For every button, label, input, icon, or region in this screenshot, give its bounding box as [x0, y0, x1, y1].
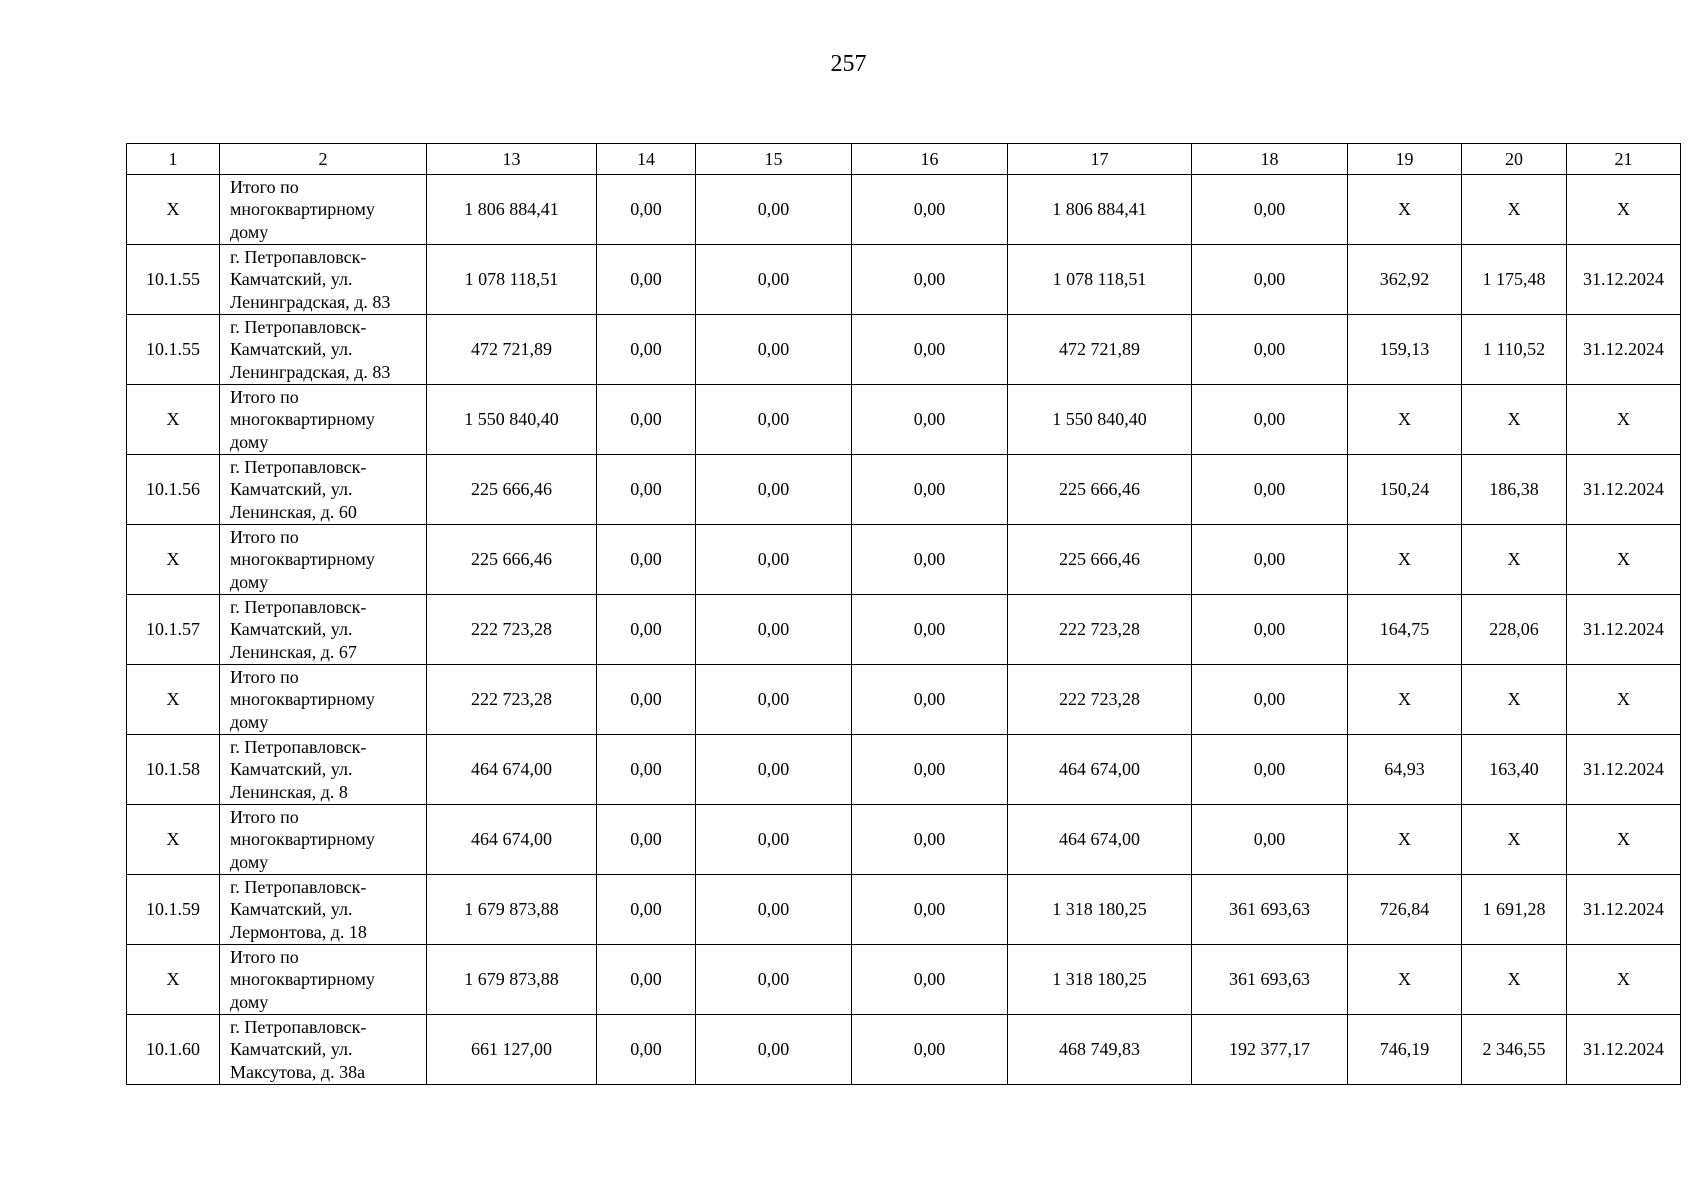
- value-cell-16: 0,00: [852, 875, 1008, 945]
- value-cell-19: X: [1348, 665, 1462, 735]
- address-cell: [220, 245, 427, 315]
- address-line: дому: [230, 991, 269, 1012]
- value-cell-21: 31.12.2024: [1567, 1015, 1681, 1085]
- address-line: Лермонтова, д. 18: [230, 921, 367, 942]
- value-cell-20: 1 175,48: [1462, 245, 1567, 315]
- value-cell-14: 0,00: [597, 385, 696, 455]
- value-cell-20: 1 691,28: [1462, 875, 1567, 945]
- value-cell-1: X: [127, 665, 220, 735]
- address-cell: [220, 665, 427, 735]
- column-number-cell: 17: [1008, 144, 1192, 175]
- value-cell-16: 0,00: [852, 525, 1008, 595]
- value-cell-17: 225 666,46: [1008, 525, 1192, 595]
- value-cell-21: 31.12.2024: [1567, 245, 1681, 315]
- value-cell-18: 0,00: [1192, 525, 1348, 595]
- table-row: [127, 385, 1681, 455]
- value-cell-16: 0,00: [852, 385, 1008, 455]
- value-cell-1: X: [127, 945, 220, 1015]
- address-line: Камчатский, ул.: [230, 899, 353, 920]
- value-cell-14: 0,00: [597, 175, 696, 245]
- table-row: [127, 525, 1681, 595]
- value-cell-19: 164,75: [1348, 595, 1462, 665]
- value-cell-19: 362,92: [1348, 245, 1462, 315]
- value-cell-14: 0,00: [597, 525, 696, 595]
- table-row: [127, 595, 1681, 665]
- value-cell-21: X: [1567, 665, 1681, 735]
- value-cell-18: 0,00: [1192, 735, 1348, 805]
- address-cell: [220, 315, 427, 385]
- value-cell-16: 0,00: [852, 945, 1008, 1015]
- address-line: многоквартирному: [230, 829, 375, 850]
- value-cell-20: 228,06: [1462, 595, 1567, 665]
- address-line: Итого по: [230, 526, 299, 547]
- value-cell-13: 1 078 118,51: [427, 245, 597, 315]
- value-cell-13: 1 806 884,41: [427, 175, 597, 245]
- value-cell-17: 464 674,00: [1008, 735, 1192, 805]
- value-cell-13: 1 550 840,40: [427, 385, 597, 455]
- column-number-cell: 1: [127, 144, 220, 175]
- address-cell: [220, 805, 427, 875]
- value-cell-15: 0,00: [696, 315, 852, 385]
- value-cell-18: 0,00: [1192, 595, 1348, 665]
- value-cell-21: X: [1567, 385, 1681, 455]
- value-cell-16: 0,00: [852, 1015, 1008, 1085]
- value-cell-14: 0,00: [597, 595, 696, 665]
- value-cell-17: 1 078 118,51: [1008, 245, 1192, 315]
- value-cell-19: X: [1348, 945, 1462, 1015]
- column-number-cell: 18: [1192, 144, 1348, 175]
- value-cell-18: 192 377,17: [1192, 1015, 1348, 1085]
- address-cell: [220, 595, 427, 665]
- value-cell-15: 0,00: [696, 595, 852, 665]
- value-cell-20: X: [1462, 525, 1567, 595]
- value-cell-14: 0,00: [597, 805, 696, 875]
- value-cell-1: 10.1.55: [127, 245, 220, 315]
- value-cell-13: 661 127,00: [427, 1015, 597, 1085]
- table-row: [127, 945, 1681, 1015]
- address-line: г. Петропавловск-: [230, 316, 367, 337]
- value-cell-15: 0,00: [696, 175, 852, 245]
- value-cell-20: X: [1462, 385, 1567, 455]
- address-line: Максутова, д. 38а: [230, 1061, 366, 1082]
- table-row: [127, 245, 1681, 315]
- address-line: г. Петропавловск-: [230, 876, 367, 897]
- address-line: г. Петропавловск-: [230, 736, 367, 757]
- value-cell-14: 0,00: [597, 455, 696, 525]
- value-cell-19: 159,13: [1348, 315, 1462, 385]
- address-cell: [220, 385, 427, 455]
- value-cell-14: 0,00: [597, 945, 696, 1015]
- data-table: [126, 143, 1681, 1085]
- value-cell-20: 2 346,55: [1462, 1015, 1567, 1085]
- value-cell-21: 31.12.2024: [1567, 455, 1681, 525]
- table-row: [127, 1015, 1681, 1085]
- address-line: дому: [230, 221, 269, 242]
- value-cell-1: 10.1.59: [127, 875, 220, 945]
- column-number-cell: 20: [1462, 144, 1567, 175]
- value-cell-20: 186,38: [1462, 455, 1567, 525]
- address-cell: [220, 175, 427, 245]
- value-cell-1: 10.1.56: [127, 455, 220, 525]
- address-cell: [220, 875, 427, 945]
- address-line: дому: [230, 711, 269, 732]
- value-cell-15: 0,00: [696, 1015, 852, 1085]
- value-cell-13: 464 674,00: [427, 805, 597, 875]
- value-cell-17: 225 666,46: [1008, 455, 1192, 525]
- table-row: [127, 875, 1681, 945]
- table-row: [127, 805, 1681, 875]
- value-cell-18: 0,00: [1192, 385, 1348, 455]
- value-cell-21: X: [1567, 945, 1681, 1015]
- value-cell-18: 0,00: [1192, 805, 1348, 875]
- value-cell-17: 472 721,89: [1008, 315, 1192, 385]
- value-cell-19: 150,24: [1348, 455, 1462, 525]
- address-line: многоквартирному: [230, 549, 375, 570]
- value-cell-17: 1 318 180,25: [1008, 875, 1192, 945]
- value-cell-13: 222 723,28: [427, 665, 597, 735]
- value-cell-19: X: [1348, 525, 1462, 595]
- address-line: Ленинградская, д. 83: [230, 361, 391, 382]
- value-cell-20: X: [1462, 945, 1567, 1015]
- address-line: многоквартирному: [230, 689, 375, 710]
- value-cell-14: 0,00: [597, 1015, 696, 1085]
- address-line: Ленинская, д. 60: [230, 501, 357, 522]
- value-cell-14: 0,00: [597, 665, 696, 735]
- address-line: Камчатский, ул.: [230, 1039, 353, 1060]
- address-line: дому: [230, 571, 269, 592]
- value-cell-19: 726,84: [1348, 875, 1462, 945]
- value-cell-1: 10.1.55: [127, 315, 220, 385]
- column-number-cell: 13: [427, 144, 597, 175]
- value-cell-13: 225 666,46: [427, 525, 597, 595]
- column-number-cell: 19: [1348, 144, 1462, 175]
- address-line: Камчатский, ул.: [230, 479, 353, 500]
- address-line: Камчатский, ул.: [230, 339, 353, 360]
- address-cell: [220, 525, 427, 595]
- value-cell-18: 0,00: [1192, 315, 1348, 385]
- table-row: [127, 665, 1681, 735]
- value-cell-16: 0,00: [852, 315, 1008, 385]
- value-cell-1: X: [127, 805, 220, 875]
- value-cell-15: 0,00: [696, 735, 852, 805]
- address-line: Ленинградская, д. 83: [230, 291, 391, 312]
- value-cell-21: X: [1567, 525, 1681, 595]
- value-cell-1: 10.1.58: [127, 735, 220, 805]
- value-cell-1: X: [127, 175, 220, 245]
- value-cell-18: 361 693,63: [1192, 875, 1348, 945]
- column-number-cell: 21: [1567, 144, 1681, 175]
- value-cell-16: 0,00: [852, 665, 1008, 735]
- value-cell-1: 10.1.57: [127, 595, 220, 665]
- value-cell-21: 31.12.2024: [1567, 875, 1681, 945]
- address-line: г. Петропавловск-: [230, 596, 367, 617]
- value-cell-17: 222 723,28: [1008, 665, 1192, 735]
- value-cell-15: 0,00: [696, 805, 852, 875]
- value-cell-16: 0,00: [852, 735, 1008, 805]
- address-line: многоквартирному: [230, 199, 375, 220]
- value-cell-16: 0,00: [852, 595, 1008, 665]
- value-cell-18: 0,00: [1192, 175, 1348, 245]
- address-line: Камчатский, ул.: [230, 759, 353, 780]
- value-cell-19: 64,93: [1348, 735, 1462, 805]
- value-cell-19: 746,19: [1348, 1015, 1462, 1085]
- value-cell-15: 0,00: [696, 385, 852, 455]
- address-cell: [220, 455, 427, 525]
- value-cell-17: 222 723,28: [1008, 595, 1192, 665]
- value-cell-21: X: [1567, 805, 1681, 875]
- value-cell-21: 31.12.2024: [1567, 595, 1681, 665]
- value-cell-15: 0,00: [696, 455, 852, 525]
- address-line: дому: [230, 431, 269, 452]
- value-cell-21: X: [1567, 175, 1681, 245]
- value-cell-19: X: [1348, 805, 1462, 875]
- page-number: 257: [830, 51, 867, 77]
- address-line: Итого по: [230, 666, 299, 687]
- value-cell-15: 0,00: [696, 525, 852, 595]
- column-number-row: [127, 144, 1681, 175]
- value-cell-18: 0,00: [1192, 455, 1348, 525]
- column-number-cell: 2: [220, 144, 427, 175]
- table-row: [127, 735, 1681, 805]
- value-cell-13: 225 666,46: [427, 455, 597, 525]
- address-cell: [220, 735, 427, 805]
- value-cell-20: 1 110,52: [1462, 315, 1567, 385]
- value-cell-17: 464 674,00: [1008, 805, 1192, 875]
- value-cell-20: X: [1462, 805, 1567, 875]
- value-cell-17: 468 749,83: [1008, 1015, 1192, 1085]
- address-line: многоквартирному: [230, 969, 375, 990]
- value-cell-18: 0,00: [1192, 665, 1348, 735]
- value-cell-14: 0,00: [597, 315, 696, 385]
- column-number-cell: 14: [597, 144, 696, 175]
- address-line: Итого по: [230, 946, 299, 967]
- address-line: Камчатский, ул.: [230, 619, 353, 640]
- table-row: [127, 455, 1681, 525]
- value-cell-1: X: [127, 385, 220, 455]
- value-cell-13: 464 674,00: [427, 735, 597, 805]
- value-cell-14: 0,00: [597, 875, 696, 945]
- value-cell-13: 1 679 873,88: [427, 875, 597, 945]
- value-cell-16: 0,00: [852, 175, 1008, 245]
- value-cell-18: 0,00: [1192, 245, 1348, 315]
- value-cell-16: 0,00: [852, 245, 1008, 315]
- address-line: Камчатский, ул.: [230, 269, 353, 290]
- value-cell-1: X: [127, 525, 220, 595]
- value-cell-19: X: [1348, 385, 1462, 455]
- value-cell-14: 0,00: [597, 735, 696, 805]
- value-cell-13: 472 721,89: [427, 315, 597, 385]
- column-number-cell: 16: [852, 144, 1008, 175]
- value-cell-14: 0,00: [597, 245, 696, 315]
- address-cell: [220, 945, 427, 1015]
- value-cell-17: 1 318 180,25: [1008, 945, 1192, 1015]
- column-number-cell: 15: [696, 144, 852, 175]
- value-cell-18: 361 693,63: [1192, 945, 1348, 1015]
- value-cell-15: 0,00: [696, 945, 852, 1015]
- address-line: дому: [230, 851, 269, 872]
- value-cell-17: 1 550 840,40: [1008, 385, 1192, 455]
- address-line: Ленинская, д. 8: [230, 781, 348, 802]
- value-cell-20: X: [1462, 175, 1567, 245]
- value-cell-16: 0,00: [852, 805, 1008, 875]
- table-row: [127, 315, 1681, 385]
- table-row: [127, 175, 1681, 245]
- value-cell-15: 0,00: [696, 245, 852, 315]
- value-cell-17: 1 806 884,41: [1008, 175, 1192, 245]
- value-cell-16: 0,00: [852, 455, 1008, 525]
- address-line: Итого по: [230, 176, 299, 197]
- address-line: Итого по: [230, 806, 299, 827]
- address-cell: [220, 1015, 427, 1085]
- table-body: [127, 144, 1681, 1085]
- value-cell-13: 222 723,28: [427, 595, 597, 665]
- address-line: г. Петропавловск-: [230, 246, 367, 267]
- value-cell-13: 1 679 873,88: [427, 945, 597, 1015]
- value-cell-20: 163,40: [1462, 735, 1567, 805]
- address-line: г. Петропавловск-: [230, 1016, 367, 1037]
- address-line: г. Петропавловск-: [230, 456, 367, 477]
- value-cell-15: 0,00: [696, 665, 852, 735]
- address-line: многоквартирному: [230, 409, 375, 430]
- value-cell-1: 10.1.60: [127, 1015, 220, 1085]
- value-cell-19: X: [1348, 175, 1462, 245]
- address-line: Ленинская, д. 67: [230, 641, 357, 662]
- value-cell-21: 31.12.2024: [1567, 735, 1681, 805]
- value-cell-20: X: [1462, 665, 1567, 735]
- address-line: Итого по: [230, 386, 299, 407]
- value-cell-21: 31.12.2024: [1567, 315, 1681, 385]
- value-cell-15: 0,00: [696, 875, 852, 945]
